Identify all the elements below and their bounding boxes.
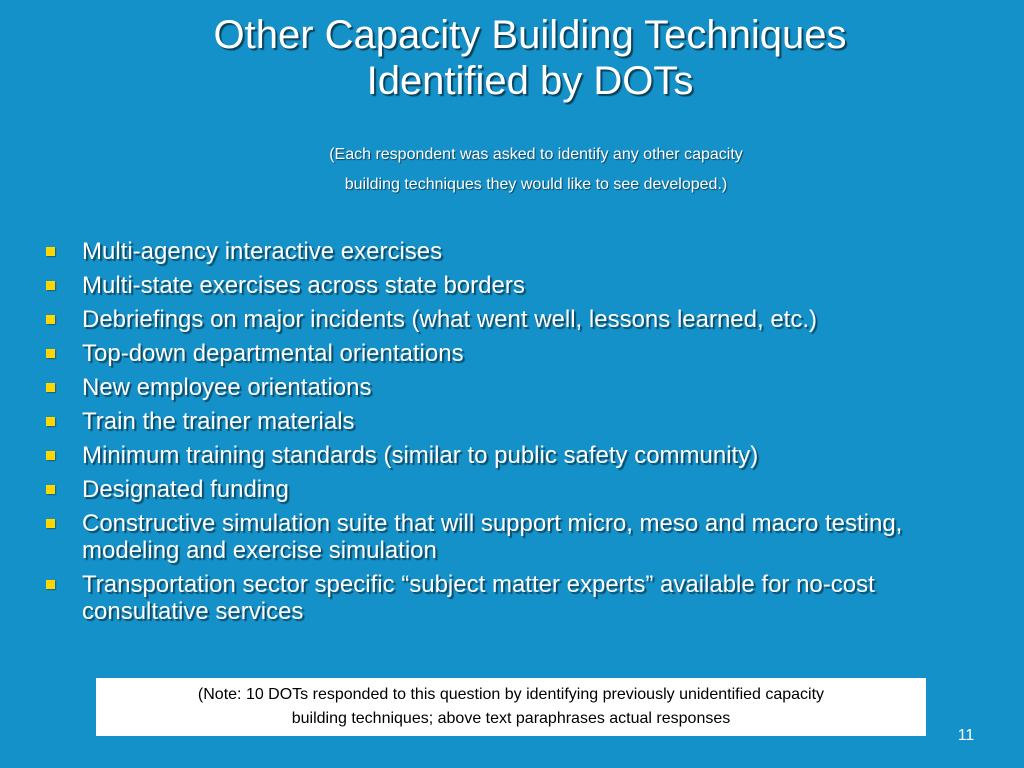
bullet-list [42,238,982,632]
bullet-text: Top-down departmental orientations [82,340,464,367]
square-bullet-icon [46,281,55,290]
bullet-text: Transportation sector specific “subject matter experts” available for no-cost consultative services [82,571,875,625]
note-box [96,678,926,736]
square-bullet-icon [46,383,55,392]
bullet-text: Multi-state exercises across state borders [82,272,525,299]
square-bullet-icon [46,519,55,528]
bullet-item [42,510,982,564]
bullet-item [42,442,982,469]
square-bullet-icon [46,485,55,494]
note-line-1: (Note: 10 DOTs responded to this question by identifying previously unidentified capacity [197,686,825,703]
bullet-text: Multi-agency interactive exercises [82,238,443,265]
bullet-item [42,408,982,435]
bullet-item [42,340,982,367]
bullet-item [42,476,982,503]
note-line-2: building techniques; above text paraphrases actual responses [291,710,731,727]
slide-title-line-1: Other Capacity Building Techniques [213,13,847,57]
bullet-text: Constructive simulation suite that will support micro, meso and macro testing, modeling and exercise simulation [82,510,903,564]
bullet-text: Minimum training standards (similar to public safety community) [82,442,759,469]
square-bullet-icon [46,451,55,460]
slide-subtitle [230,140,842,200]
slide-subtitle-line-2: building techniques they would like to see developed.) [344,176,728,193]
square-bullet-icon [46,349,55,358]
square-bullet-icon [46,580,55,589]
bullet-text: Designated funding [82,476,289,503]
bullet-text: New employee orientations [82,374,372,401]
bullet-item [42,374,982,401]
bullet-text: Debriefings on major incidents (what went well, lessons learned, etc.) [82,306,818,333]
bullet-item [42,571,982,625]
square-bullet-icon [46,417,55,426]
page-number: 11 [957,727,975,744]
slide-title-line-2: Identified by DOTs [366,59,694,103]
bullet-text: Train the trainer materials [82,408,355,435]
bullet-item [42,306,982,333]
square-bullet-icon [46,247,55,256]
slide-title [150,12,910,104]
bullet-item [42,272,982,299]
bullet-item [42,238,982,265]
square-bullet-icon [46,315,55,324]
slide-subtitle-line-1: (Each respondent was asked to identify any other capacity [329,146,743,163]
